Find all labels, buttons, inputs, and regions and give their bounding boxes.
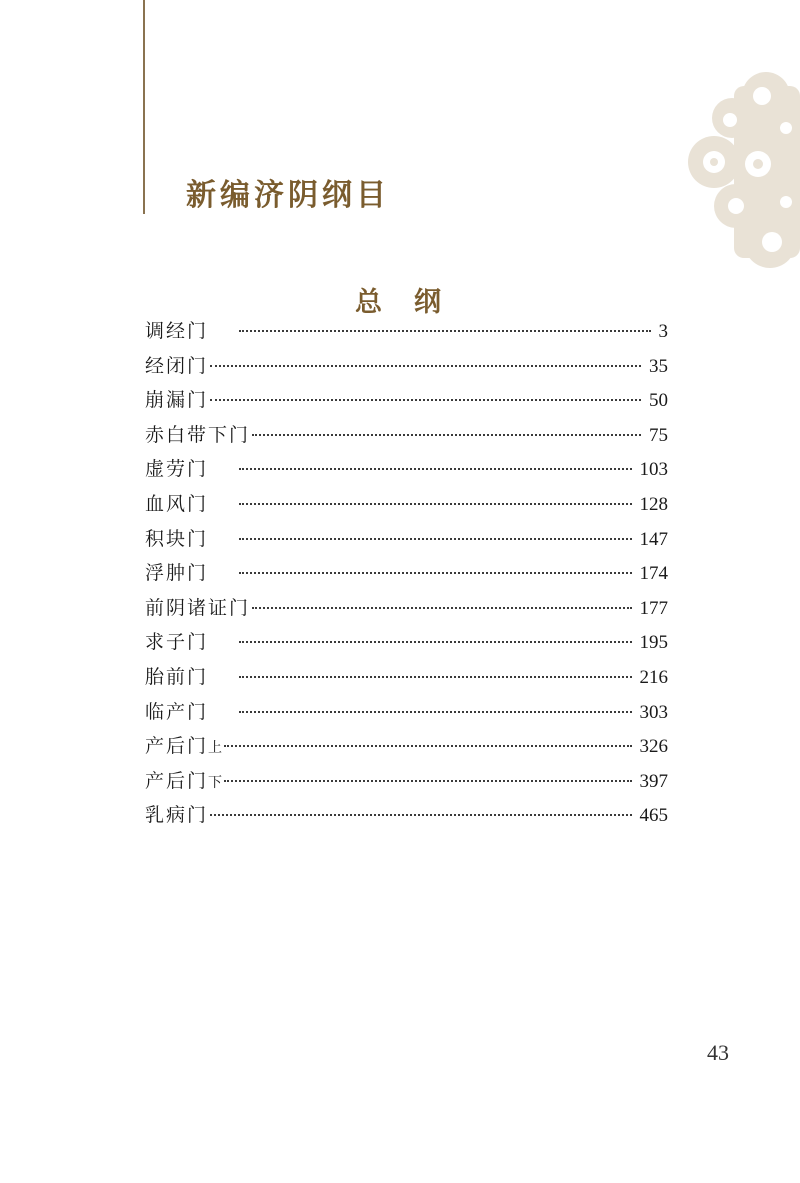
toc-entry-label-text: 产后门	[145, 735, 209, 758]
toc-entry-label: 赤白带下门	[145, 423, 251, 446]
toc-leader-dots	[239, 467, 632, 470]
toc-leader-dots	[239, 675, 632, 678]
toc-leader-dots	[224, 779, 631, 782]
book-title: 新编济阴纲目	[186, 178, 390, 213]
toc-entry-page: 103	[639, 459, 668, 481]
section-heading-part-1: 总	[355, 287, 386, 318]
toc-leader-dots	[252, 433, 641, 436]
toc-entry-page: 303	[639, 701, 668, 723]
toc-entry-page: 177	[639, 597, 668, 619]
toc-leader-dots	[239, 329, 651, 332]
section-heading-part-2: 纲	[414, 287, 445, 318]
toc-entry-label: 血风门	[145, 492, 209, 515]
toc-entry[interactable]	[145, 729, 668, 764]
toc-entry-label: 乳病门	[145, 804, 209, 827]
toc-entry[interactable]	[145, 798, 668, 833]
toc-entry-page: 195	[639, 632, 668, 654]
toc-entry-label: 浮肿门	[145, 562, 209, 585]
toc-entry[interactable]	[145, 625, 668, 660]
toc-leader-dots	[224, 744, 631, 747]
toc-leader-dots	[239, 710, 632, 713]
toc-entry-volume-marker: 上	[208, 740, 223, 757]
toc-entry-page: 128	[639, 493, 668, 515]
table-of-contents	[145, 314, 668, 833]
toc-entry-page: 3	[658, 321, 668, 342]
toc-leader-dots	[239, 537, 632, 540]
toc-entry-label: 调经门	[145, 320, 209, 342]
toc-entry[interactable]	[145, 522, 668, 557]
toc-entry-page: 397	[639, 770, 668, 792]
toc-entry-label: 前阴诸证门	[145, 596, 251, 619]
toc-leader-dots	[210, 813, 631, 816]
toc-entry[interactable]	[145, 487, 668, 522]
toc-entry[interactable]	[145, 556, 668, 591]
toc-entry[interactable]	[145, 314, 668, 349]
toc-entry[interactable]	[145, 383, 668, 418]
toc-entry-label	[145, 729, 222, 766]
toc-entry[interactable]	[145, 591, 668, 626]
toc-entry-label: 求子门	[145, 631, 209, 654]
toc-entry[interactable]	[145, 452, 668, 487]
toc-entry-page: 147	[639, 528, 668, 550]
toc-entry-page: 174	[639, 563, 668, 585]
toc-entry-label	[145, 764, 222, 801]
margin-rule	[143, 0, 145, 214]
toc-entry[interactable]	[145, 418, 668, 453]
toc-entry-label: 崩漏门	[145, 389, 209, 412]
toc-entry-label: 虚劳门	[145, 458, 209, 481]
toc-entry-label: 经闭门	[145, 354, 209, 377]
toc-entry-page: 50	[649, 390, 668, 412]
toc-entry[interactable]	[145, 695, 668, 730]
decorative-scroll-ornament-icon	[674, 66, 800, 278]
toc-leader-dots	[239, 571, 632, 574]
toc-entry-label-text: 产后门	[145, 769, 209, 792]
toc-entry[interactable]	[145, 764, 668, 799]
toc-entry-label: 积块门	[145, 527, 209, 550]
page-number: 43	[707, 1040, 729, 1065]
toc-entry-page: 75	[649, 424, 668, 446]
toc-leader-dots	[239, 502, 632, 505]
toc-entry-page: 465	[639, 805, 668, 827]
toc-leader-dots	[210, 364, 641, 367]
toc-entry[interactable]	[145, 349, 668, 384]
toc-entry-label: 临产门	[145, 700, 209, 723]
toc-entry[interactable]	[145, 660, 668, 695]
toc-entry-label: 胎前门	[145, 665, 209, 688]
toc-leader-dots	[210, 398, 641, 401]
toc-entry-page: 35	[649, 355, 668, 377]
toc-entry-volume-marker: 下	[208, 774, 223, 791]
toc-leader-dots	[239, 640, 632, 643]
toc-entry-page: 326	[639, 736, 668, 758]
toc-leader-dots	[252, 606, 631, 609]
toc-entry-page: 216	[639, 666, 668, 688]
